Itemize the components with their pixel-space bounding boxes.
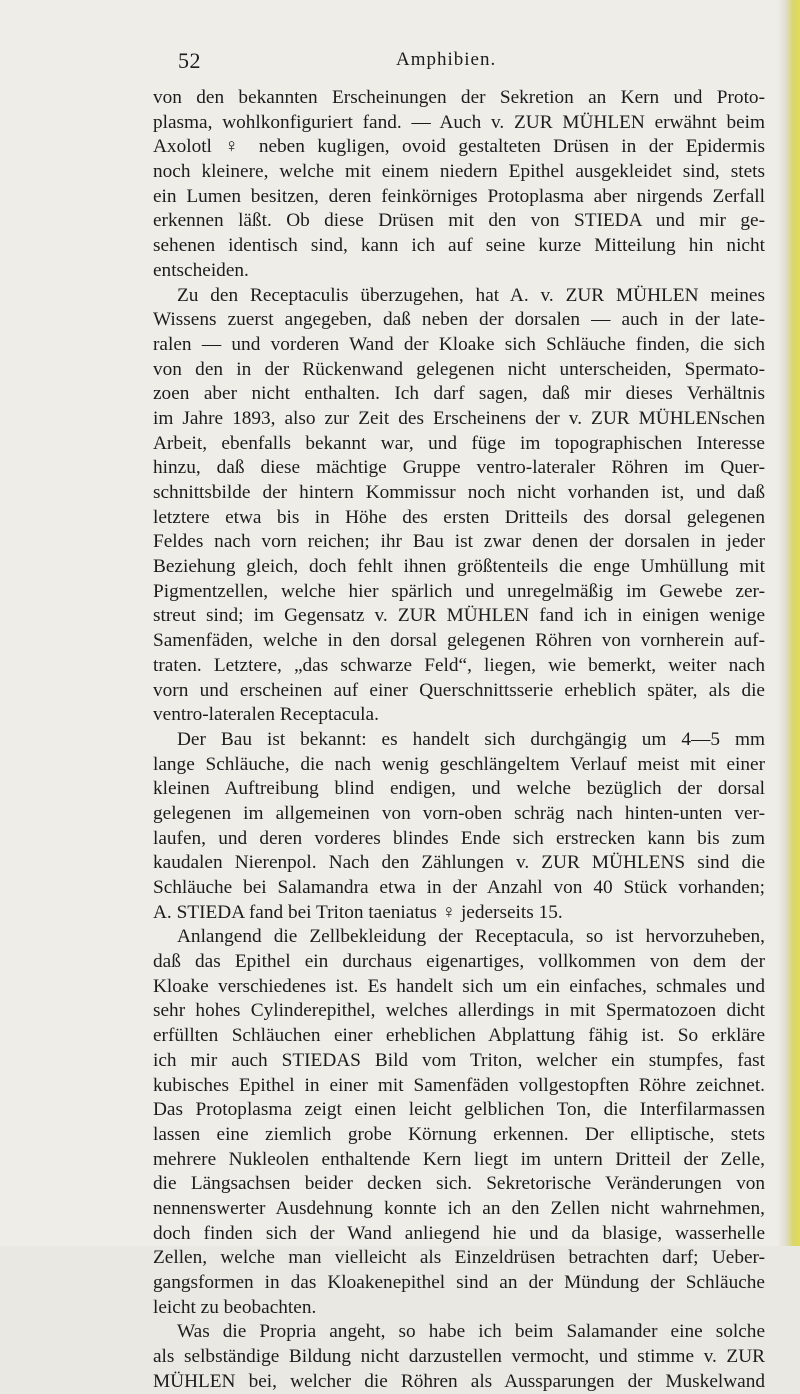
text-line: Zu den Receptaculis überzugehen, hat A. v. ZUR MÜHLEN meines xyxy=(177,284,765,306)
text-line: nennenswerter Ausdehnung konnte ich an den Zellen nicht wahrnehmen, xyxy=(153,1197,765,1219)
text-line: gelegenen im allgemeinen von vorn-oben schräg nach hinten-unten ver- xyxy=(153,802,765,824)
text-line: plasma, wohlkonfiguriert fand. — Auch v. ZUR MÜHLEN erwähnt beim xyxy=(153,111,765,133)
text-line: Der Bau ist bekannt: es handelt sich durchgängig um 4—5 mm xyxy=(177,728,765,750)
text-line: streut sind; im Gegensatz v. ZUR MÜHLEN fand ich in einigen wenige xyxy=(153,605,765,627)
text-line: sehenen identisch sind, kann ich auf seine kurze Mitteilung hin nicht xyxy=(153,235,765,257)
text-line: Was die Propria angeht, so habe ich beim Salamander eine solche xyxy=(177,1321,765,1343)
text-line: vorn und erscheinen auf einer Querschnittsserie erheblich später, als die xyxy=(153,679,765,701)
text-line: ich mir auch STIEDAS Bild vom Triton, welcher ein stumpfes, fast xyxy=(153,1049,765,1071)
text-line: Axolotl ♀ neben kugligen, ovoid gestalteten Drüsen in der Epidermis xyxy=(153,136,765,158)
text-line: Das Protoplasma zeigt einen leicht gelblichen Ton, die Interfilarmassen xyxy=(153,1099,765,1121)
text-line: entscheiden. xyxy=(153,259,249,281)
text-line: sehr hohes Cylinderepithel, welches allerdings in mit Spermatozoen dicht xyxy=(153,1000,765,1022)
text-line: Kloake verschiedenes ist. Es handelt sich um ein einfaches, schmales und xyxy=(153,975,765,997)
text-line: schnittsbilde der hintern Kommissur noch nicht vorhanden ist, und daß xyxy=(153,482,765,503)
text-line: doch finden sich der Wand anliegend hie und da blasige, wasserhelle xyxy=(153,1222,765,1244)
text-line: als selbständige Bildung nicht darzustellen vermocht, und stimme v. ZUR xyxy=(153,1346,765,1368)
body-text xyxy=(153,86,765,1394)
text-line: Samenfäden, welche in den dorsal gelegenen Röhren von vornherein auf- xyxy=(153,630,765,652)
text-line: ein Lumen besitzen, deren feinkörniges Protoplasma aber nirgends Zerfall xyxy=(153,185,765,207)
text-line: hinzu, daß diese mächtige Gruppe ventro-lateraler Röhren im Quer- xyxy=(153,457,765,479)
text-line: im Jahre 1893, also zur Zeit des Erscheinens der v. ZUR MÜHLENschen xyxy=(153,407,765,429)
text-line: von den in der Rückenwand gelegenen nicht unterscheiden, Spermato- xyxy=(153,358,765,380)
text-line: ventro-lateralen Receptacula. xyxy=(153,704,379,726)
text-line: ralen — und vorderen Wand der Kloake sich Schläuche finden, die sich xyxy=(153,333,765,355)
text-line: gangsformen in das Kloakenepithel sind an der Mündung der Schläuche xyxy=(153,1272,765,1293)
page-edge xyxy=(778,0,800,1246)
text-line: MÜHLEN bei, welcher die Röhren als Aussparungen der Muskelwand xyxy=(153,1370,765,1392)
text-line: die Längsachsen beider decken sich. Sekretorische Veränderungen von xyxy=(153,1173,765,1195)
text-line: Feldes nach vorn reichen; ihr Bau ist zwar denen der dorsalen in jeder xyxy=(153,531,765,553)
page-header xyxy=(178,48,738,76)
text-line: mehrere Nukleolen enthaltende Kern liegt im untern Dritteil der Zelle, xyxy=(153,1148,765,1170)
text-line: Beziehung gleich, doch fehlt ihnen größtenteils die enge Umhüllung mit xyxy=(153,556,765,578)
text-line: lassen eine ziemlich grobe Körnung erkennen. Der elliptische, stets xyxy=(153,1123,765,1145)
text-line: Anlangend die Zellbekleidung der Receptacula, so ist hervorzuheben, xyxy=(177,926,765,948)
text-line: Pigmentzellen, welche hier spärlich und unregelmäßig im Gewebe zer- xyxy=(153,580,765,602)
text-line: daß das Epithel ein durchaus eigenartiges, vollkommen von dem der xyxy=(153,951,765,973)
running-head: Amphibien. xyxy=(396,49,497,70)
text-line: leicht zu beobachten. xyxy=(153,1296,317,1318)
text-line: kleinen Auftreibung blind endigen, und welche bezüglich der dorsal xyxy=(153,778,765,800)
text-line: traten. Letztere, „das schwarze Feld“, liegen, wie bemerkt, weiter nach xyxy=(153,654,765,676)
text-line: zoen aber nicht enthalten. Ich darf sagen, daß mir dieses Verhältnis xyxy=(153,383,765,405)
text-line: erfüllten Schläuchen einer erheblichen Abplattung fähig ist. So erkläre xyxy=(153,1025,765,1047)
text-line: Wissens zuerst angegeben, daß neben der dorsalen — auch in der late- xyxy=(153,309,765,331)
text-line: von den bekannten Erscheinungen der Sekretion an Kern und Proto- xyxy=(153,87,765,108)
text-line: erkennen läßt. Ob diese Drüsen mit den von STIEDA und mir ge- xyxy=(153,210,765,232)
page-number: 52 xyxy=(178,48,201,73)
text-line: Zellen, welche man vielleicht als Einzeldrüsen betrachten darf; Ueber- xyxy=(153,1247,765,1269)
text-line: A. STIEDA fand bei Triton taeniatus ♀ jederseits 15. xyxy=(153,901,563,923)
text-line: kubisches Epithel in einer mit Samenfäden vollgestopften Röhre zeichnet. xyxy=(153,1074,765,1096)
text-line: letztere etwa bis in Höhe des ersten Dritteils des dorsal gelegenen xyxy=(153,506,765,528)
text-line: laufen, und deren vorderes blindes Ende sich erstrecken kann bis zum xyxy=(153,827,765,849)
text-line: kaudalen Nierenpol. Nach den Zählungen v. ZUR MÜHLENS sind die xyxy=(153,852,765,874)
text-line: lange Schläuche, die nach wenig geschlängeltem Verlauf meist mit einer xyxy=(153,753,765,775)
text-line: noch kleinere, welche mit einem niedern Epithel ausgekleidet sind, stets xyxy=(153,161,765,183)
text-line: Arbeit, ebenfalls bekannt war, und füge im topographischen Interesse xyxy=(153,432,765,454)
text-line: Schläuche bei Salamandra etwa in der Anzahl von 40 Stück vorhanden; xyxy=(153,877,765,898)
